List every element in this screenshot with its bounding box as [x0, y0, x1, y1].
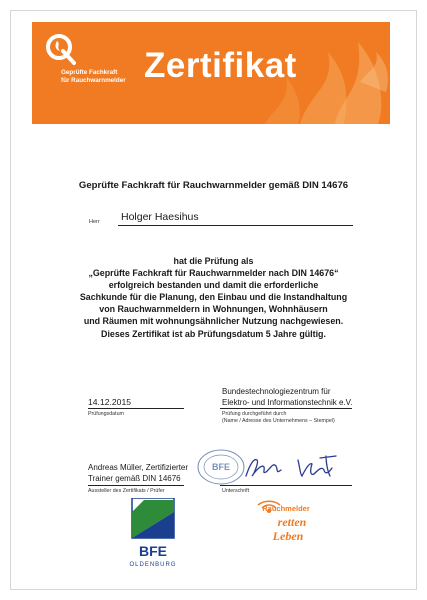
organization-caption-line-2: (Name / Adresse des Unternehmens – Stempel)	[222, 418, 335, 424]
exam-organization	[222, 386, 352, 408]
organization-caption	[222, 411, 335, 425]
bfe-oldenburg-logo	[128, 498, 180, 570]
bfe-logo-city: OLDENBURG	[129, 562, 177, 568]
body-line-2: „Geprüfte Fachkraft für Rauchwarnmelder nach DIN 14676“	[88, 268, 339, 279]
certificate-title: Zertifikat	[144, 46, 297, 85]
exam-date: 14.12.2015	[88, 397, 132, 407]
certificate-banner	[32, 22, 390, 124]
organization-caption-line-1: Prüfung durchgeführt durch	[222, 411, 287, 417]
body-line-6: und Räumen mit wohnungsähnlicher Nutzung nachgewiesen.	[83, 316, 344, 327]
auditor-name	[88, 462, 188, 484]
bfe-logo-text: BFE	[139, 543, 167, 559]
organization-line	[220, 408, 352, 409]
certificate-body	[0, 255, 427, 340]
rauch-logo-line-1: Rauchmelder	[262, 504, 310, 513]
body-line-4: Sachkunde für die Planung, den Einbau und die Instandhaltung	[79, 292, 348, 303]
banner-tag-line-2: für Rauchwarnmelder	[61, 77, 126, 84]
banner-tag-line-1: Geprüfte Fachkraft	[61, 69, 118, 76]
organization-line-2: Elektro- und Informationstechnik e.V.	[222, 398, 353, 407]
certificate-subtitle: Geprüfte Fachkraft für Rauchwarnmelder gemäß DIN 14676	[78, 180, 349, 191]
body-line-1: hat die Prüfung als	[173, 256, 254, 266]
body-line-7: Dieses Zertifikat ist ab Prüfungsdatum 5 Jahre gültig.	[101, 328, 326, 339]
body-line-5: von Rauchwarnmeldern in Wohnungen, Wohnhäusern	[99, 304, 328, 315]
rauchmelder-retten-leben-logo	[248, 500, 320, 546]
rauch-logo-line-3: Leben	[272, 529, 304, 543]
rauch-logo-line-2: retten	[277, 515, 307, 529]
signature	[240, 450, 352, 484]
bfe-stamp	[196, 448, 246, 486]
q-logo-icon	[44, 32, 78, 66]
name-underline	[118, 225, 353, 226]
recipient-name: Holger Haesihus	[121, 211, 199, 223]
stamp-text: BFE	[212, 462, 230, 472]
auditor-caption: Aussteller des Zertifikats / Prüfer	[88, 488, 165, 494]
auditor-line	[88, 485, 184, 486]
auditor-line-2: Trainer gemäß DIN 14676	[88, 474, 181, 483]
organization-line-1: Bundestechnologiezentrum für	[222, 387, 331, 396]
salutation: Herr	[89, 219, 100, 225]
signature-line	[220, 485, 352, 486]
signature-caption: Unterschrift	[222, 488, 250, 494]
exam-date-caption: Prüfungsdatum	[88, 411, 124, 417]
body-line-3: erfolgreich bestanden und damit die erforderliche	[108, 280, 319, 291]
auditor-line-1: Andreas Müller, Zertifizierter	[88, 463, 189, 472]
date-line	[88, 408, 184, 409]
